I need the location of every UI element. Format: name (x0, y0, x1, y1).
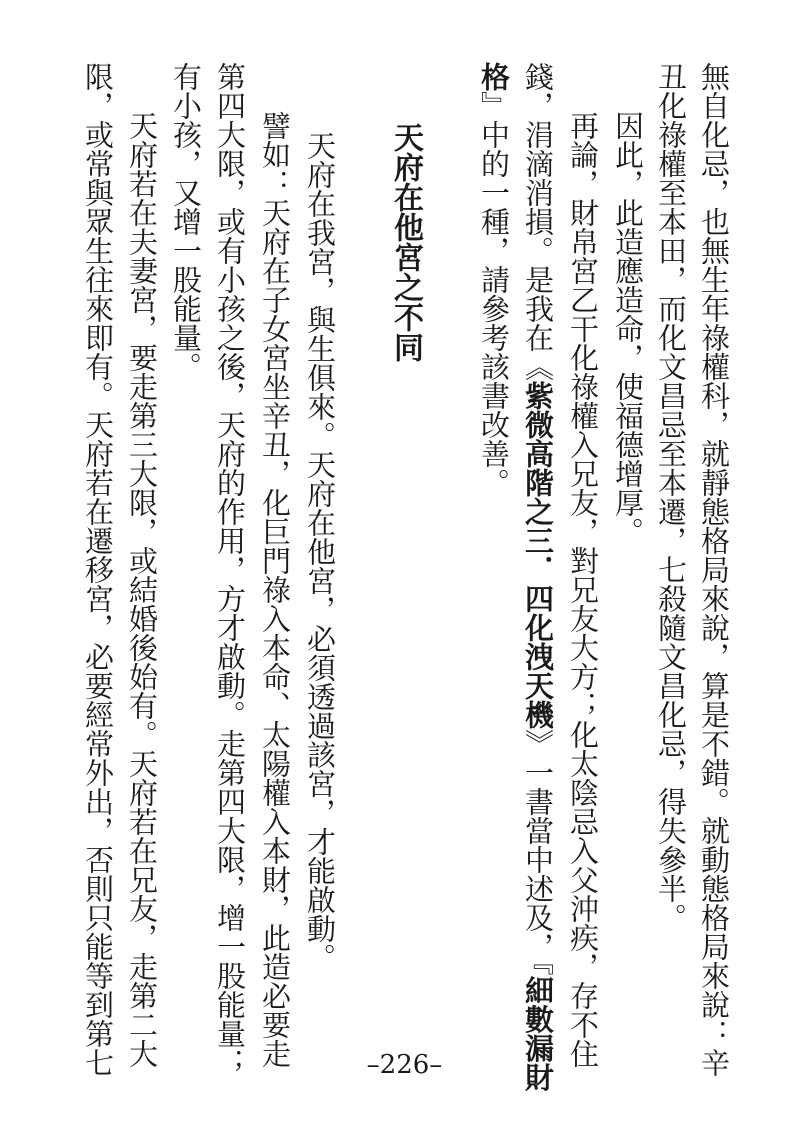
section-heading (385, 122, 425, 362)
column-text: 天府若在夫妻宮，要走第三大限，或結婚後始有。天府若在兄友，走第二大 (125, 82, 159, 1068)
column-text: 』中的一種，請參考該書改善。 (477, 91, 511, 497)
heading-text: 天府在他宮之不同 (388, 122, 423, 362)
column-text: 第四大限，或有小孩之後，天府的作用，方才啟動。走第四大限，增一股能量； (213, 62, 247, 1077)
column-text: 限，或常與眾生往來即有。天府若在遷移宮，必要經常外出，否則只能等到第七 (81, 62, 115, 1077)
column-text: 丑化祿權至本田，而化文昌忌至本遷，七殺隨文昌化忌，得失參半。 (654, 62, 688, 932)
text-column-8 (300, 102, 340, 972)
text-column-12 (122, 82, 162, 1068)
pattern-name: 細數漏財 (521, 975, 555, 1092)
column-text: 因此，此造應造命，使福德增厚。 (611, 82, 645, 546)
text-column-9 (255, 82, 295, 1068)
book-title: 紫微高階之三．四化洩天機 (521, 381, 555, 729)
pattern-name-end: 格 (477, 62, 511, 91)
column-text: 譬如：天府在子女宮坐辛丑，化巨門祿入本命、太陽權入本財，此造必要走 (258, 82, 292, 1068)
column-text: 》一書當中述及，『 (521, 729, 555, 976)
text-column-11 (166, 62, 206, 381)
text-column-4 (563, 82, 603, 1068)
column-text: 有小孩，又增一股能量。 (169, 62, 203, 381)
text-column-10 (210, 62, 250, 1077)
text-column-1 (694, 62, 734, 1077)
column-text: 天府在我宮，與生俱來。天府在他宮，必須透過該宮，才能啟動。 (303, 102, 337, 972)
column-text: 錢，涓滴消損。是我在《 (521, 62, 555, 381)
text-column-3 (608, 82, 648, 546)
text-column-5 (518, 62, 558, 1092)
column-text: 無自化忌，也無生年祿權科，就靜態格局來說，算是不錯。就動態格局來說：辛 (697, 62, 731, 1077)
text-column-6 (474, 62, 514, 497)
page-number: –226– (366, 1050, 443, 1080)
column-text: 再論，財帛宮乙干化祿權入兄友，對兄友大方；化太陰忌入父沖疾，存不住 (566, 82, 600, 1068)
text-column-13 (78, 62, 118, 1077)
text-column-2 (651, 62, 691, 932)
